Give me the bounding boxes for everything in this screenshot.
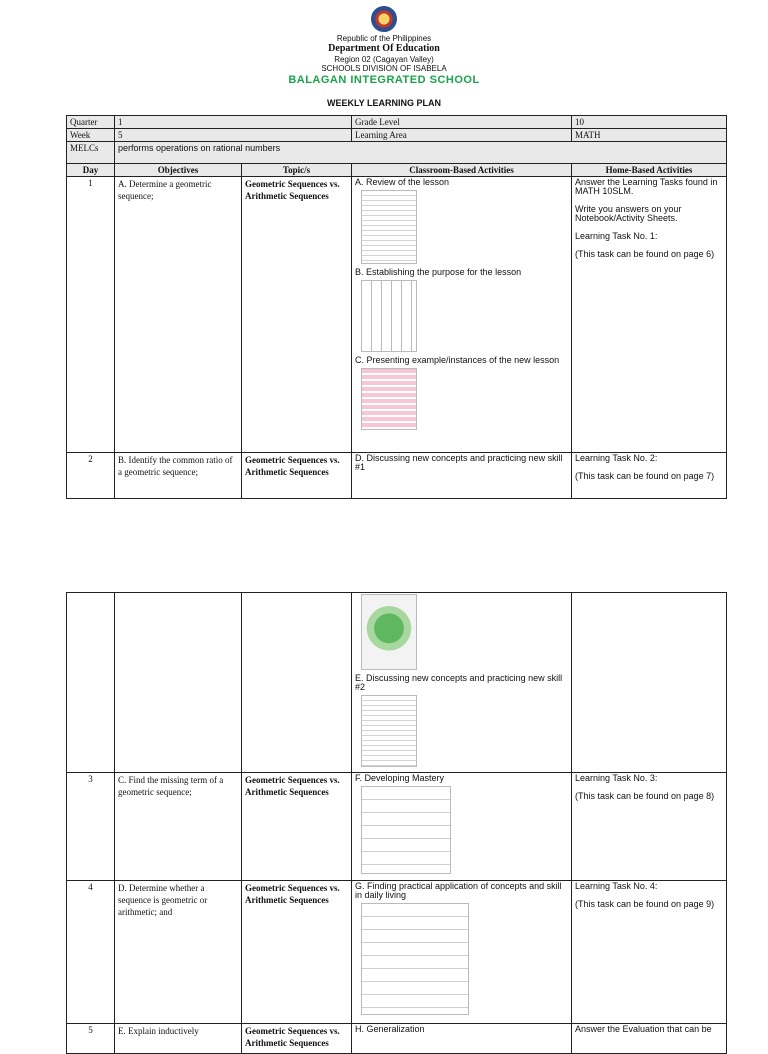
table-row-day-2 [67,453,727,499]
table-row-day-5 [67,1024,727,1054]
objective-text: A. Determine a geometric sequence; [115,177,242,453]
activity-f: F. Developing Mastery [355,773,445,783]
quarter-value: 1 [115,116,352,129]
home-activities [572,1024,727,1054]
learning-task-label: Learning Task No. 4: [575,881,658,891]
objective-text: C. Find the missing term of a geometric sequence; [115,773,242,881]
topic-text: Geometric Sequences vs. Arithmetic Sequences [242,773,352,881]
tree-thumbnail-image [361,594,417,670]
learning-task-label: Learning Task No. 3: [575,773,658,783]
document-header [0,6,768,108]
area-value: MATH [572,129,727,142]
activity-c: C. Presenting example/instances of the new lesson [355,355,560,365]
topic-text: Geometric Sequences vs. Arithmetic Sequences [242,177,352,453]
classroom-activities [352,881,572,1024]
classroom-activities [352,773,572,881]
plan-title: WEEKLY LEARNING PLAN [326,98,441,108]
learning-task-label: Learning Task No. 1: [575,231,658,241]
table-row-day-4 [67,881,727,1024]
weekly-plan-table-page-1 [66,115,727,499]
quarter-label: Quarter [67,116,115,129]
day-number: 3 [67,773,115,881]
day-number: 2 [67,453,115,499]
melcs-label: MELCs [67,142,115,164]
example-thumbnail-image [361,368,417,430]
col-topics: Topic/s [242,164,352,177]
home-activities [572,881,727,1024]
objective-text: B. Identify the common ratio of a geometric sequence; [115,453,242,499]
grade-value: 10 [572,116,727,129]
col-home: Home-Based Activities [572,164,727,177]
home-activities [572,177,727,453]
classroom-activities [352,177,572,453]
melcs-value: performs operations on rational numbers [115,142,727,164]
week-label: Week [67,129,115,142]
activity-e: E. Discussing new concepts and practicing new skill #2 [355,673,563,692]
objective-text: D. Determine whether a sequence is geometric or arithmetic; and [115,881,242,1024]
home-cell-empty [572,593,727,773]
grade-label: Grade Level [352,116,572,129]
learning-task-label: Learning Task No. 2: [575,453,658,463]
classroom-activities [352,593,572,773]
evaluation-instruction: Answer the Evaluation that can be [575,1024,712,1034]
home-instruction: Answer the Learning Tasks found in MATH 10SLM. [575,177,718,196]
topic-text: Geometric Sequences vs. Arithmetic Sequences [242,453,352,499]
learning-task-page: (This task can be found on page 9) [575,899,715,909]
region-line: Region 02 (Cagayan Valley) [334,55,434,64]
classroom-activities [352,453,572,499]
home-activities [572,453,727,499]
republic-line: Republic of the Philippines [336,34,432,43]
objective-text: E. Explain inductively [115,1024,242,1054]
deped-seal-icon [371,6,397,32]
application-thumbnail-image [361,903,469,1015]
weekly-plan-table-page-2 [66,592,727,1054]
activity-g: G. Finding practical application of concepts and skill in daily living [355,881,562,900]
school-name: BALAGAN INTEGRATED SCHOOL [288,74,480,86]
activity-a: A. Review of the lesson [355,177,450,187]
department-line: Department Of Education [328,43,440,54]
home-write-note: Write you answers on your Notebook/Activity Sheets. [575,204,682,223]
activity-d: D. Discussing new concepts and practicing new skill #1 [355,453,563,472]
classroom-activities [352,1024,572,1054]
activity-h: H. Generalization [355,1024,425,1034]
table-row-continued [67,593,727,773]
col-day: Day [67,164,115,177]
home-activities [572,773,727,881]
column-header-row [67,164,727,177]
day-number: 1 [67,177,115,453]
topic-text: Geometric Sequences vs. Arithmetic Sequences [242,1024,352,1054]
mastery-thumbnail-image [361,786,451,874]
table-row-day-3 [67,773,727,881]
worksheet-thumbnail-image [361,695,417,767]
day-number: 4 [67,881,115,1024]
col-objectives: Objectives [115,164,242,177]
info-row-week [67,129,727,142]
day-number: 5 [67,1024,115,1054]
topic-cell-empty [242,593,352,773]
info-row-melcs [67,142,727,164]
table-row-day-1 [67,177,727,453]
objective-cell-empty [115,593,242,773]
learning-task-page: (This task can be found on page 6) [575,249,715,259]
learning-task-page: (This task can be found on page 8) [575,791,715,801]
learning-task-page: (This task can be found on page 7) [575,471,715,481]
col-classroom: Classroom-Based Activities [352,164,572,177]
activity-b: B. Establishing the purpose for the lesson [355,267,522,277]
week-value: 5 [115,129,352,142]
info-row-quarter [67,116,727,129]
day-cell-empty [67,593,115,773]
topic-text: Geometric Sequences vs. Arithmetic Sequences [242,881,352,1024]
worksheet-thumbnail-image [361,190,417,264]
division-line: SCHOOLS DIVISION OF ISABELA [321,64,447,73]
area-label: Learning Area [352,129,572,142]
table-thumbnail-image [361,280,417,352]
